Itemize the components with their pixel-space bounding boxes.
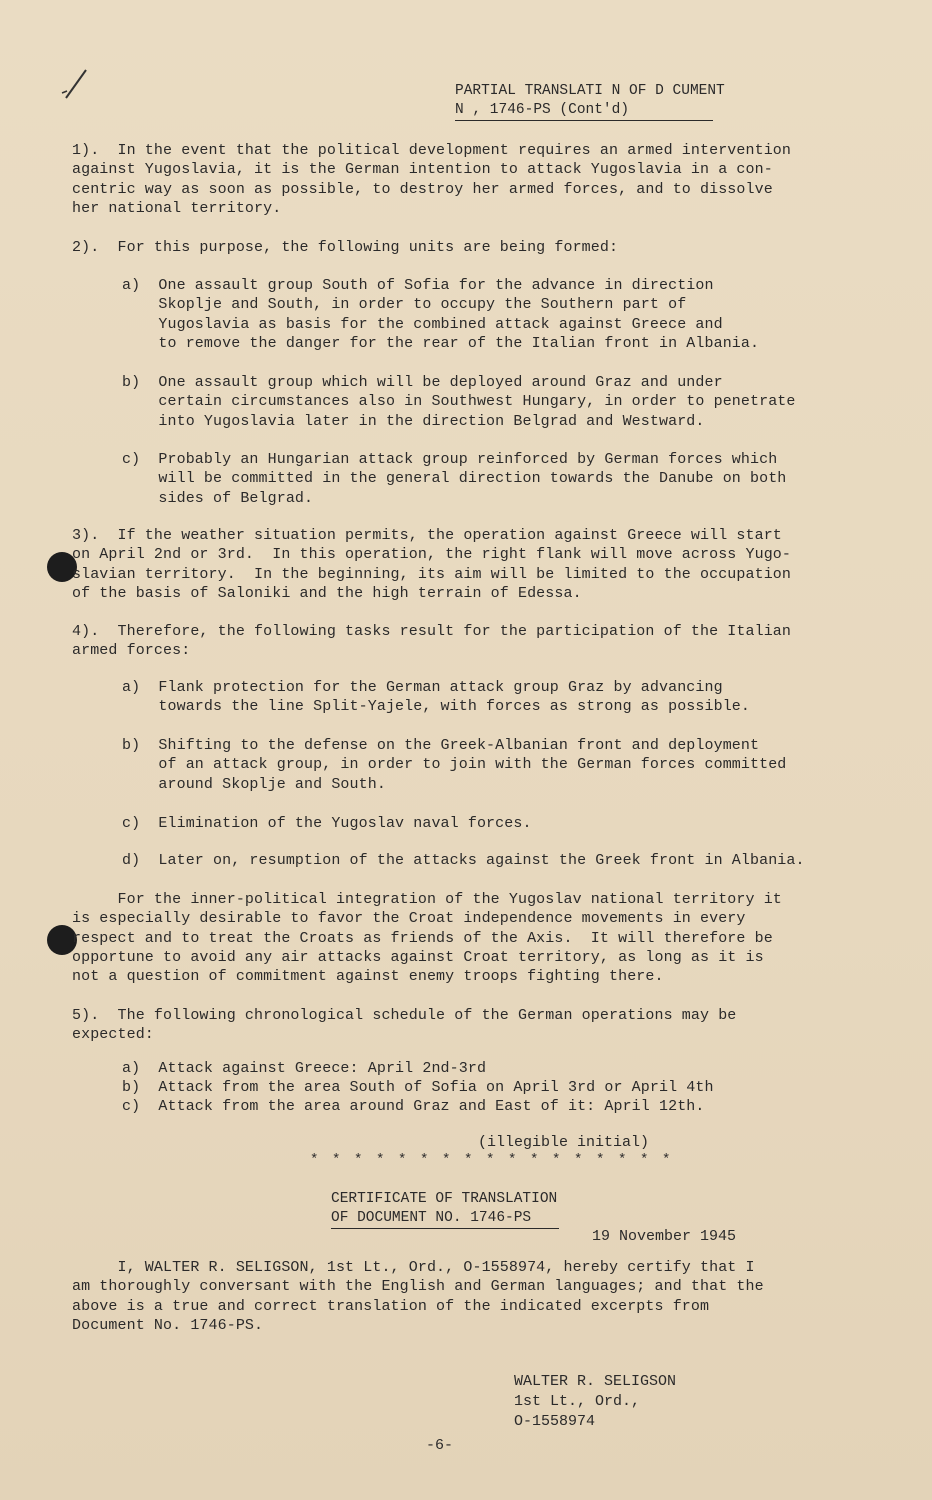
paragraph-3: 3). If the weather situation permits, the operation against Greece will start on April 2nd or 3rd. In this operation, the right flank will move across Yugo- slavian territory. In the beginning, its aim will be limited to the occupation of the basis of Saloniki and the high terrain of Edessa. xyxy=(72,527,792,602)
separator-stars: * * * * * * * * * * * * * * * * * xyxy=(310,1152,674,1168)
header-title: PARTIAL TRANSLATI N OF D CUMENT xyxy=(455,83,725,99)
schedule-item-a: a) Attack against Greece: April 2nd-3rd xyxy=(122,1060,487,1077)
illegible-initial: (illegible initial) xyxy=(478,1134,650,1151)
paragraph-4c: c) Elimination of the Yugoslav naval forces. xyxy=(122,815,532,832)
certificate-date: 19 November 1945 xyxy=(592,1228,737,1245)
paragraph-4d: d) Later on, resumption of the attacks against the Greek front in Albania. xyxy=(122,852,805,869)
certificate-title-line2: OF DOCUMENT NO. 1746-PS xyxy=(331,1209,559,1229)
certificate-title-line1: CERTIFICATE OF TRANSLATION xyxy=(331,1191,558,1207)
header-doc-number: N , 1746-PS (Cont'd) xyxy=(455,101,713,121)
signature-block: WALTER R. SELIGSON 1st Lt., Ord., O-1558974 xyxy=(514,1373,677,1430)
document-header xyxy=(455,82,725,121)
paragraph-2c: c) Probably an Hungarian attack group reinforced by German forces which will be committed in the general direction towards the Danube on both sides of Belgrad. xyxy=(122,451,787,507)
paragraph-croat: For the inner-political integration of the Yugoslav national territory it is especially desirable to favor the Croat independence movements in every respect and to treat the Croats as friends of the Axis. It will therefore be opportune to avoid any air attacks against Croat territory, as long as it is not a question of commitment against enemy troops fighting there. xyxy=(72,891,782,986)
certificate-body: I, WALTER R. SELIGSON, 1st Lt., Ord., O-1558974, hereby certify that I am thoroughly conversant with the English and German languages; and that the above is a true and correct translation of the indicated excerpts from Document No. 1746-PS. xyxy=(72,1259,764,1334)
paragraph-2b: b) One assault group which will be deployed around Graz and under certain circumstances also in Southwest Hungary, in order to penetrate into Yugoslavia later in the direction Belgrad and Westward. xyxy=(122,374,796,430)
paragraph-4a: a) Flank protection for the German attack group Graz by advancing towards the line Split-Yajele, with forces as strong as possible. xyxy=(122,679,751,716)
paragraph-4: 4). Therefore, the following tasks result for the participation of the Italian armed forces: xyxy=(72,623,792,660)
paragraph-2a: a) One assault group South of Sofia for the advance in direction Skoplje and South, in order to occupy the Southern part of Yugoslavia as basis for the combined attack against Greece and to remove the danger for the rear of the Italian front in Albania. xyxy=(122,277,760,352)
paragraph-2: 2). For this purpose, the following units are being formed: xyxy=(72,239,619,256)
page-number: -6- xyxy=(426,1437,454,1454)
paragraph-4b: b) Shifting to the defense on the Greek-Albanian front and deployment of an attack group, in order to join with the German forces committed around Skoplje and South. xyxy=(122,737,787,793)
schedule-item-c: c) Attack from the area around Graz and East of it: April 12th. xyxy=(122,1098,705,1115)
schedule-item-b: b) Attack from the area South of Sofia on April 3rd or April 4th xyxy=(122,1079,714,1096)
certificate-title xyxy=(331,1190,559,1229)
paragraph-5: 5). The following chronological schedule of the German operations may be expected: xyxy=(72,1007,737,1044)
pencil-check-mark xyxy=(58,66,98,106)
paragraph-1: 1). In the event that the political development requires an armed intervention against Yugoslavia, it is the German intention to attack Yugoslavia in a con- centric way as soon as possible, to destroy her armed forces, and to dissolve her national territory. xyxy=(72,142,792,217)
